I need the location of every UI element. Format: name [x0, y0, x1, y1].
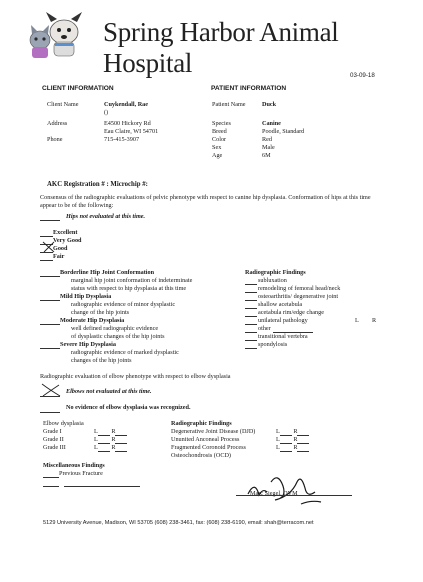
misc-line-1[interactable] [43, 481, 59, 487]
patient-name-label: Patient Name [212, 101, 246, 108]
hospital-name: Spring Harbor Animal Hospital [103, 17, 339, 78]
signature-icon [245, 468, 355, 510]
grade-fair: Fair [53, 253, 65, 260]
consensus-text: Consensus of the radiographic evaluations of pelvic phenotype with respect to canine hip dysplasia. Conformation of hips at this time appear to be of the following: [40, 194, 371, 209]
finding-item: spondylosis [258, 341, 288, 348]
fair-checkbox[interactable] [40, 255, 53, 261]
previous-fracture-checkbox[interactable] [43, 472, 59, 478]
elbow-finding-item: Fragmented Coronoid Process [171, 444, 246, 451]
borderline-desc-1: marginal hip joint conformation of indeterminate [71, 277, 193, 284]
client-name-sub: () [104, 109, 109, 116]
excellent-checkbox[interactable] [40, 231, 53, 237]
borderline-label: Borderline Hip Joint Conformation [60, 269, 155, 276]
misc-findings-header: Miscellaneous Findings [43, 462, 105, 469]
breed-value: Poodle, Standard [262, 128, 305, 135]
client-address-label: Address [47, 120, 68, 127]
sex-label: Sex [212, 144, 222, 151]
moderate-desc-1: well defined radiographic evidence [71, 325, 159, 332]
age-label: Age [212, 152, 223, 159]
previous-fracture: Previous Fracture [59, 470, 103, 477]
grade-lr[interactable]: L R [94, 444, 127, 452]
finding-item: osteoarthritis/ degenerative joint [258, 293, 339, 300]
finding-item: acetabula rim/edge change [258, 309, 324, 316]
lr-r-label: R [372, 317, 377, 324]
report-date: 03-09-18 [350, 72, 375, 79]
species-label: Species [212, 120, 231, 127]
finding-item: subluxation [258, 277, 287, 284]
elbow-grade: Grade III [43, 444, 66, 451]
footer-address: 5129 University Avenue, Madison, WI 53705 (608) 238-3461, fax: (608) 238-6190, email: shah@terracom.net [43, 520, 314, 526]
moderate-desc-2: of dysplastic changes of the hip joints [71, 333, 165, 340]
mild-checkbox[interactable] [40, 295, 60, 301]
finding-item: transitional vertebra [258, 333, 308, 340]
elbow-finding-lr[interactable]: L R [276, 428, 309, 436]
moderate-checkbox[interactable] [40, 319, 60, 325]
mild-label: Mild Hip Dysplasia [60, 293, 112, 300]
finding-item: remodeling of femoral head/neck [258, 285, 341, 292]
client-name-label: Client Name [47, 101, 79, 108]
patient-name: Duck [262, 101, 277, 108]
grade-excellent: Excellent [53, 229, 78, 236]
moderate-label: Moderate Hip Dysplasia [60, 317, 125, 324]
finding-checkbox[interactable] [245, 279, 257, 285]
radiographic-findings-header: Radiographic Findings [245, 269, 306, 276]
client-address-line2: Eau Claire, WI 54701 [104, 128, 159, 135]
elbows-not-evaluated: Elbows not evaluated at this time. [66, 388, 152, 395]
grade-very-good: Very Good [53, 237, 82, 244]
severe-desc-1: radiographic evidence of marked dysplastic [71, 349, 179, 356]
elbow-grade: Grade II [43, 436, 64, 443]
sex-value: Male [262, 144, 275, 151]
elbow-intro: Radiographic evaluation of elbow phenotype with respect to elbow dysplasia [40, 373, 231, 380]
client-phone-label: Phone [47, 136, 63, 143]
finding-checkbox[interactable] [245, 343, 257, 349]
lr-l-label: L [355, 317, 359, 324]
finding-checkbox[interactable] [245, 335, 257, 341]
grade-lr[interactable]: L R [94, 428, 127, 436]
misc-line-2[interactable] [64, 481, 140, 487]
no-elbow-dysplasia: No evidence of elbow dysplasia was recognized. [66, 404, 191, 411]
signature-name: Marc Siegel, DVM [250, 490, 298, 497]
species-value: Canine [262, 120, 281, 127]
finding-checkbox[interactable] [245, 319, 257, 325]
elbow-finding-item: Osteochondrosis (OCD) [171, 452, 231, 459]
finding-item: other [258, 325, 271, 332]
no-elbow-dysplasia-checkbox[interactable] [40, 407, 60, 413]
elbow-finding-lr[interactable]: L R [276, 436, 309, 444]
hospital-logo [24, 10, 86, 60]
finding-checkbox[interactable] [245, 287, 257, 293]
elbow-finding-lr[interactable]: L R [276, 444, 309, 452]
hips-not-evaluated: Hips not evaluated at this time. [66, 213, 146, 220]
elbow-findings-header: Radiographic Findings [171, 420, 232, 427]
mild-desc-2: change of the hip joints [71, 309, 130, 316]
finding-checkbox[interactable] [245, 295, 257, 301]
akc-registration-line: AKC Registration # : Microchip #: [47, 181, 148, 188]
elbow-dysplasia-header: Elbow dysplasia [43, 420, 84, 427]
finding-checkbox[interactable] [245, 327, 257, 333]
mild-desc-1: radiographic evidence of minor dysplastic [71, 301, 176, 308]
patient-info-header: PATIENT INFORMATION [211, 85, 287, 92]
color-label: Color [212, 136, 227, 143]
breed-label: Breed [212, 128, 227, 135]
client-phone: 715-415-3907 [104, 136, 140, 143]
client-info-header: CLIENT INFORMATION [42, 85, 114, 92]
finding-item: shallow acetabula [258, 301, 303, 308]
finding-item: unilateral pathology [258, 317, 308, 324]
age-value: 6M [262, 152, 271, 159]
grade-lr[interactable]: L R [94, 436, 127, 444]
grade-good: Good [53, 245, 68, 252]
elbow-grade: Grade I [43, 428, 62, 435]
elbow-finding-item: Degenerative Joint Disease (DJD) [171, 428, 256, 435]
elbows-checkmark-icon [40, 383, 62, 397]
color-value: Red [262, 136, 272, 143]
finding-checkbox[interactable] [245, 311, 257, 317]
severe-checkbox[interactable] [40, 343, 60, 349]
finding-checkbox[interactable] [245, 303, 257, 309]
elbow-finding-item: Ununited Anconeal Process [171, 436, 240, 443]
hips-not-evaluated-checkbox[interactable] [40, 215, 60, 221]
borderline-desc-2: status with respect to hip dysplasia at this time [71, 285, 187, 292]
client-address-line1: E4500 Hickory Rd [104, 120, 151, 127]
severe-label: Severe Hip Dysplasia [60, 341, 116, 348]
client-name: Cuykendall, Rae [104, 101, 149, 108]
severe-desc-2: changes of the hip joints [71, 357, 132, 364]
borderline-checkbox[interactable] [40, 271, 60, 277]
